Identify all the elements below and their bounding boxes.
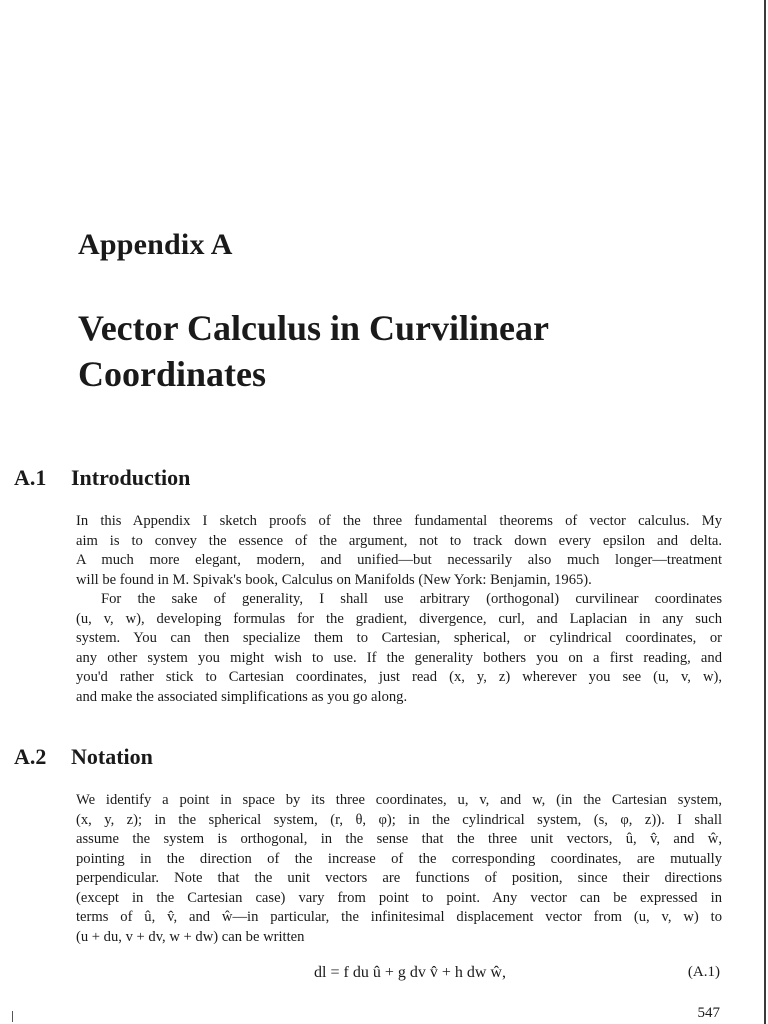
text-line: (x, y, z); in the spherical system, (r, θ, φ); in the cylindrical system, (s, φ, z)). I shall	[76, 811, 722, 828]
page-edge-shadow	[764, 0, 766, 1024]
text-line: (except in the Cartesian case) vary from point to point. Any vector can be expressed in	[76, 889, 722, 906]
intro-paragraph-2	[76, 590, 722, 707]
text-line: you'd rather stick to Cartesian coordinates, just read (x, y, z) wherever you see (u, v, w),	[76, 669, 722, 685]
section-title: Notation	[71, 744, 153, 769]
text-line: (u + du, v + dv, w + dw) can be written	[76, 928, 305, 945]
text-line: will be found in M. Spivak's book, Calculus on Manifolds (New York: Benjamin, 1965).	[76, 571, 592, 588]
chapter-title-line: Vector Calculus in Curvilinear	[78, 308, 550, 348]
intro-paragraph-1	[76, 512, 722, 590]
appendix-label: Appendix A	[78, 228, 233, 261]
chapter-title	[78, 305, 718, 397]
text-line: aim is to convey the essence of the argument, not to track down every epsilon and delta.	[76, 532, 722, 549]
text-line: perpendicular. Note that the unit vectors are functions of position, since their directions	[76, 870, 722, 886]
text-line: pointing in the direction of the increase of the corresponding coordinates, are mutually	[76, 850, 722, 867]
chapter-title-line: Coordinates	[78, 354, 266, 394]
text-line: In this Appendix I sketch proofs of the three fundamental theorems of vector calculus. My	[76, 513, 722, 529]
text-line: A much more elegant, modern, and unified—but necessarily also much longer—treatment	[76, 552, 722, 568]
section-title: Introduction	[71, 465, 191, 490]
equation-a1: dl = f du û + g dv v̂ + h dw ŵ,	[314, 964, 506, 981]
text-line: terms of û, v̂, and ŵ—in particular, the infinitesimal displacement vector from (u, v, w) to	[76, 909, 722, 925]
section-number: A.1	[14, 465, 47, 490]
crop-mark	[12, 1011, 13, 1022]
notation-paragraph	[76, 791, 722, 947]
equation-number: (A.1)	[687, 964, 720, 980]
text-line: any other system you might wish to use. If the generality bothers you on a first reading, and	[76, 649, 722, 666]
text-line: (u, v, w), developing formulas for the gradient, divergence, curl, and Laplacian in any such	[76, 610, 722, 627]
text-line: For the sake of generality, I shall use arbitrary (orthogonal) curvilinear coordinates	[101, 591, 722, 607]
text-line: system. You can then specialize them to Cartesian, spherical, or cylindrical coordinates, or	[76, 630, 722, 646]
text-line: We identify a point in space by its three coordinates, u, v, and w, (in the Cartesian system,	[76, 792, 722, 808]
text-line: assume the system is orthogonal, in the sense that the three unit vectors, û, v̂, and ŵ,	[76, 831, 722, 847]
section-number: A.2	[14, 744, 47, 769]
section-heading-introduction	[14, 465, 190, 491]
page-number: 547	[697, 1005, 720, 1021]
text-line: and make the associated simplifications as you go along.	[76, 688, 408, 705]
section-heading-notation	[14, 744, 153, 770]
